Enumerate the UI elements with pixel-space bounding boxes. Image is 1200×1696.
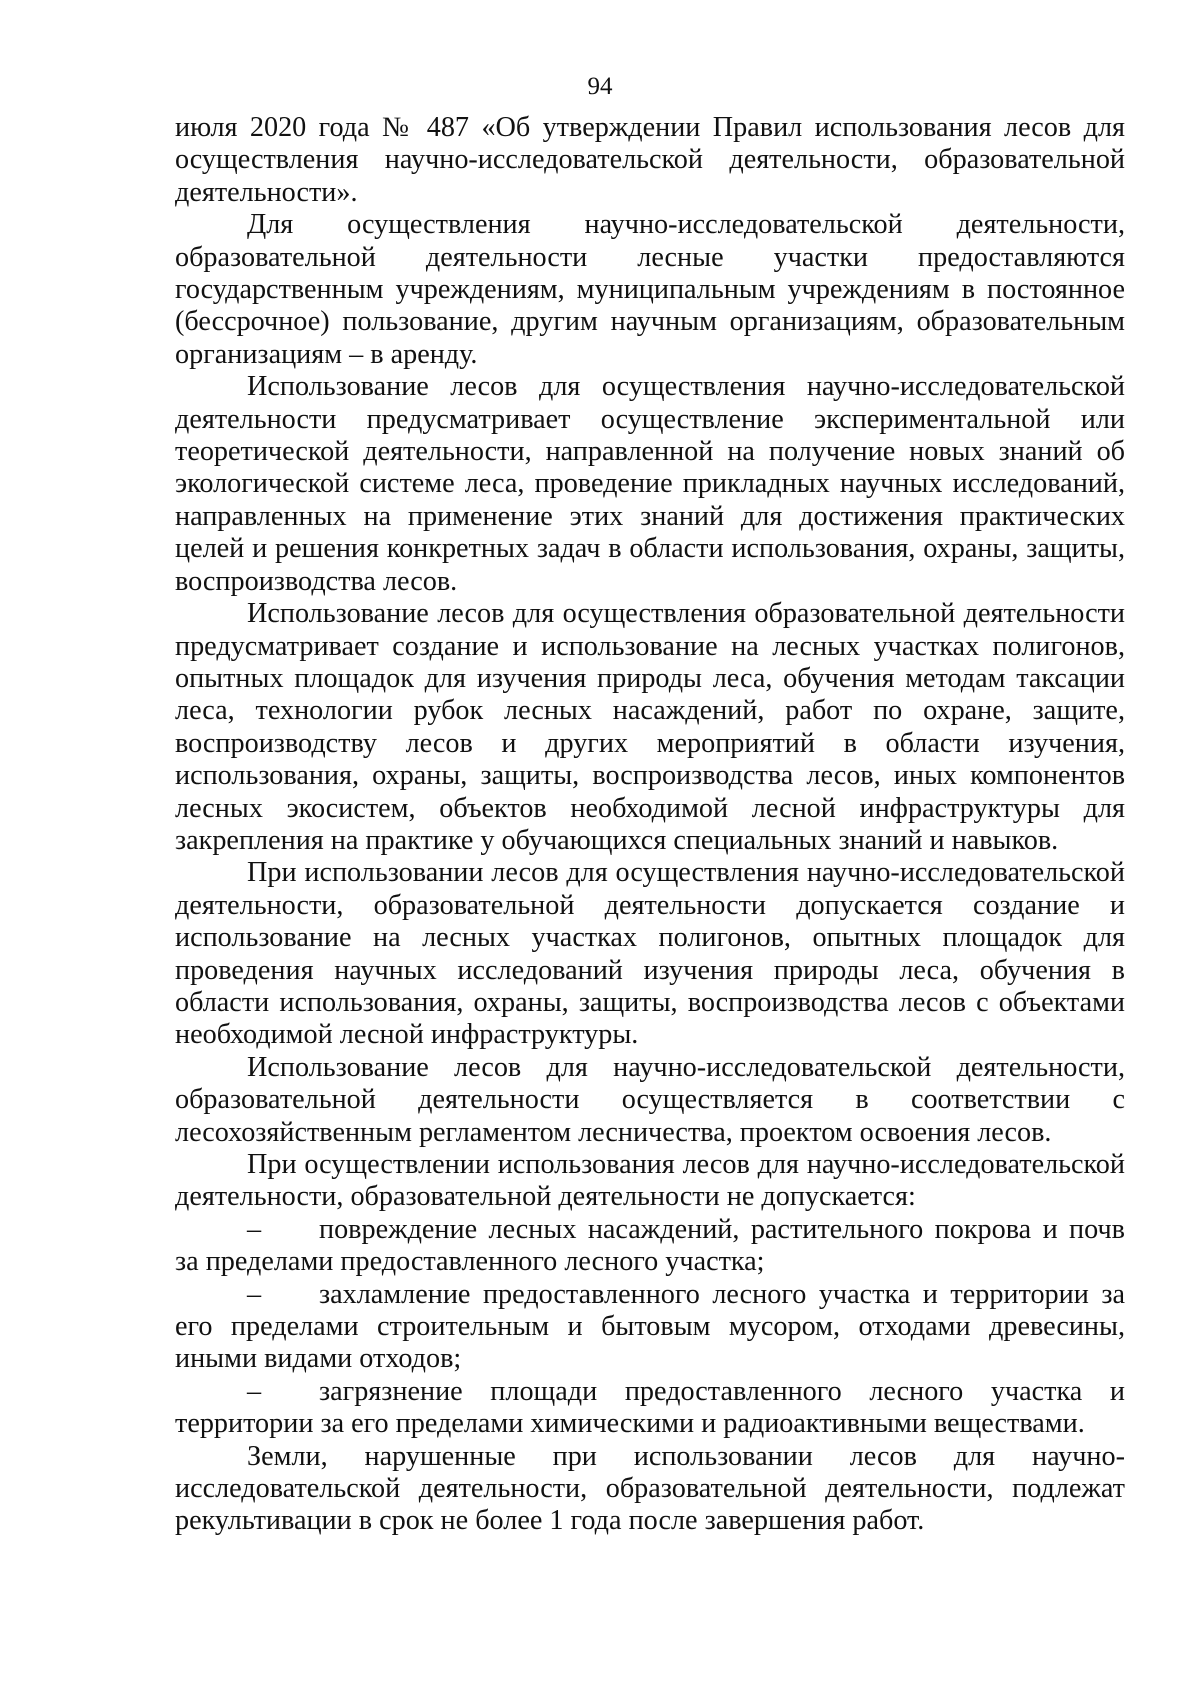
dash-marker: –	[247, 1375, 262, 1407]
paragraph-recultivation: Земли, нарушенные при использовании лесов для научно-исследовательской деятельности, образовательной деятельности, подлежат рекультивации в срок не более 1 года после завершения работ.	[175, 1440, 1125, 1537]
paragraph-educational-use: Использование лесов для осуществления образовательной деятельности предусматривает создание и использование на лесных участках полигонов, опытных площадок для изучения природы леса, обучения методам таксации леса, технологии рубок лесных насаждений, работ по охране, защите, воспроизводству лесов и других мероприятий в области изучения, использования, охраны, защиты, воспроизводства лесов, иных компонентов лесных экосистем, объектов необходимой лесной инфраструктуры для закрепления на практике у обучающихся специальных знаний и навыков.	[175, 598, 1125, 856]
list-item-text: загрязнение площади предоставленного лесного участка и территории за его пределами химическими и радиоактивными веществами.	[175, 1375, 1125, 1440]
list-item-text: повреждение лесных насаждений, растительного покрова и почв за пределами предоставленного лесного участка;	[175, 1213, 1125, 1278]
list-item	[175, 1279, 1125, 1376]
paragraph-compliance: Использование лесов для научно-исследовательской деятельности, образовательной деятельности осуществляется в соответствии с лесохозяйственным регламентом лесничества, проектом освоения лесов.	[175, 1051, 1125, 1148]
list-item	[175, 1376, 1125, 1441]
document-body	[175, 112, 1125, 1538]
list-item	[175, 1214, 1125, 1279]
paragraph-permitted-creation: При использовании лесов для осуществления научно-исследовательской деятельности, образовательной деятельности допускается создание и использование на лесных участках полигонов, опытных площадок для проведения научных исследований изучения природы леса, обучения в области использования, охраны, защиты, воспроизводства лесов с объектами необходимой лесной инфраструктуры.	[175, 857, 1125, 1051]
paragraph-continuation: июля 2020 года № 487 «Об утверждении Правил использования лесов для осуществления научно-исследовательской деятельности, образовательной деятельности».	[175, 112, 1125, 208]
paragraph-prohibitions-intro: При осуществлении использования лесов для научно-исследовательской деятельности, образовательной деятельности не допускается:	[175, 1149, 1125, 1213]
paragraph-land-provision: Для осуществления научно-исследовательской деятельности, образовательной деятельности лесные участки предоставляются государственным учреждениям, муниципальным учреждениям в постоянное (бессрочное) пользование, другим научным организациям, образовательным организациям – в аренду.	[175, 209, 1125, 370]
list-item-text: захламление предоставленного лесного участка и территории за его пределами строительным и бытовым мусором, отходами древесины, иными видами отходов;	[175, 1278, 1125, 1375]
dash-marker: –	[247, 1278, 262, 1310]
dash-marker: –	[247, 1213, 262, 1245]
paragraph-research-use: Использование лесов для осуществления научно-исследовательской деятельности предусматривает осуществление экспериментальной или теоретической деятельности, направленной на получение новых знаний об экологической системе леса, проведение прикладных научных исследований, направленных на применение этих знаний для достижения практических целей и решения конкретных задач в области использования, охраны, защиты, воспроизводства лесов.	[175, 371, 1125, 597]
page-number: 94	[587, 73, 613, 100]
